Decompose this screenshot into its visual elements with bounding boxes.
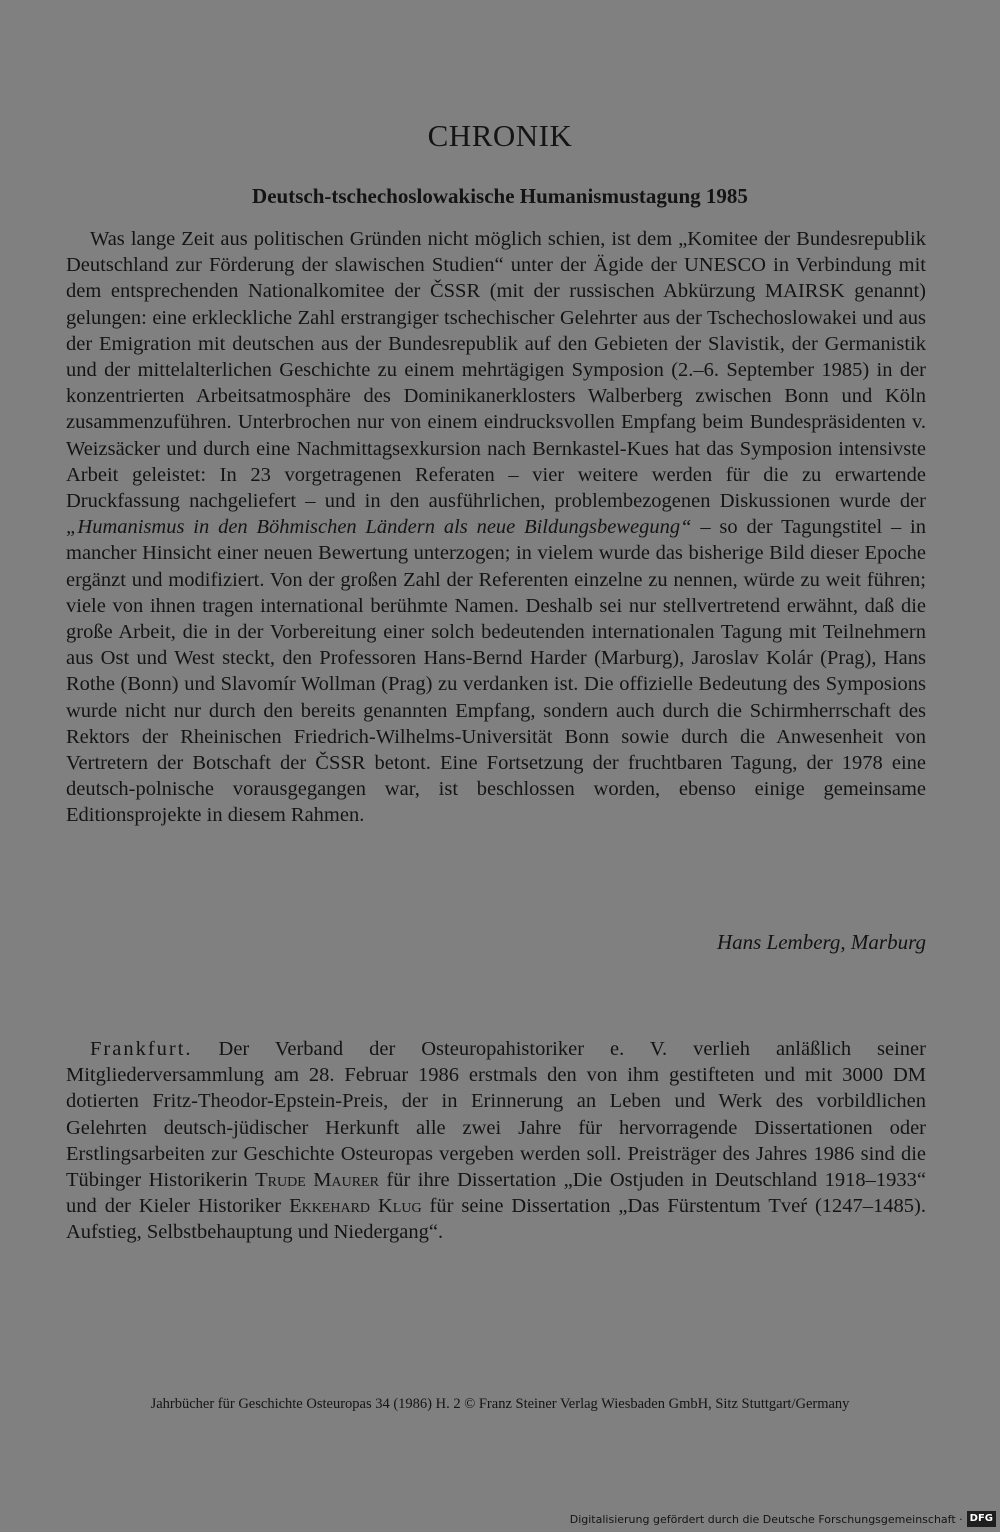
news-item — [66, 1036, 926, 1246]
article-body-text-1: Was lange Zeit aus politischen Gründen nicht möglich schien, ist dem „Komitee der Bundesrepublik Deutschland zur Förderung der slawischen Studien“ unter der Ägide der UNESCO in Verbindung mit dem entsprechenden Nationalkomitee der ČSSR (mit der russischen Abkürzung MAIRSK genannt) gelungen: eine erkleckliche Zahl erstrangiger tschechischer Gelehrter aus der Tschechoslowakei und aus der Emigration mit deutschen aus der Bundesrepublik auf den Gebieten der Slavistik, der Germanistik und der mittelalterlichen Geschichte zu einem mehrtägigen Symposion (2.–6. September 1985) in der konzentrierten Arbeitsatmosphäre des Dominikanerklosters Walberberg zwischen Bonn und Köln zusammenzuführen. Unterbrochen nur von einem eindrucksvollen Empfang beim Bundespräsidenten v. Weizsäcker und durch eine Nachmittagsexkursion nach Bernkastel-Kues hat das Symposion intensivste Arbeit geleistet: In 23 vorgetragenen Referaten – vier weitere werden für die zu erwartende Druckfassung nachgeliefert – und in den ausführlichen, problembezogenen Diskussionen wurde der — [66, 228, 926, 513]
article-body-text-2: – so der Tagungstitel – in mancher Hinsicht einer neuen Bewertung unterzogen; in vielem wurde das bisherige Bild dieser Epoche ergänzt und modifiziert. Von der großen Zahl der Referenten einzelne zu nennen, würde zu weit führen; viele von ihnen tragen international berühmte Namen. Deshalb sei nur stellvertretend erwähnt, daß die große Arbeit, die in der Vorbereitung einer solch bedeutenden internationalen Tagung mit Teilnehmern aus Ost und West steckt, den Professoren Hans-Bernd Harder (Marburg), Jaroslav Kolár (Prag), Hans Rothe (Bonn) und Slavomír Wollman (Prag) zu verdanken ist. Die offizielle Bedeutung des Symposions wurde nicht nur durch den bereits genannten Empfang, sondern auch durch die Schirmherrschaft des Rektors der Rheinischen Friedrich-Wilhelms-Universität Bonn sowie durch die Anwesenheit von Vertretern der Botschaft der ČSSR betont. Eine Fortsetzung der fruchtbaren Tagung, der 1978 eine deutsch-polnische vorausgegangen war, ist beschlossen worden, ebenso einige gemeinsame Editionsprojekte in diesem Rahmen. — [66, 516, 926, 827]
credit-text: Digitalisierung gefördert durch die Deutsche Forschungsgemeinschaft · — [569, 1512, 963, 1526]
news-text-3: für seine Dissertation „Das Fürstentum Tveŕ (1247–1485). Aufstieg, Selbstbehauptung und Niedergang“. — [66, 1195, 926, 1244]
news-text-1: Der Verband der Osteuropahistoriker e. V. verlieh anläßlich seiner Mitgliederversammlung am 28. Februar 1986 erstmals den von ihm gestifteten und mit 3000 DM dotierten Fritz-Theodor-Epstein-Preis, der in Erinnerung an Leben und Werk des vorbildlichen Gelehrten deutsch-jüdischer Herkunft alle zwei Jahre für hervorragende Dissertationen oder Erstlingsarbeiten zur Geschichte Osteuropas vergeben werden soll. Preisträger des Jahres 1986 sind die Tübinger Historikerin — [66, 1038, 926, 1192]
page-title: CHRONIK — [427, 118, 573, 153]
article-body — [66, 226, 926, 829]
author-signature: Hans Lemberg, Marburg — [716, 930, 926, 954]
news-text-2: für ihre Dissertation „Die Ostjuden in Deutschland 1918–1933“ und der Kieler Historiker — [66, 1169, 927, 1218]
article-title: Deutsch-tschechoslowakische Humanismustagung 1985 — [252, 184, 748, 208]
winner-name-2: Ekkehard Klug — [289, 1195, 422, 1218]
digitization-credit — [570, 1510, 996, 1528]
journal-footer: Jahrbücher für Geschichte Osteuropas 34 (1986) H. 2 © Franz Steiner Verlag Wiesbaden GmbH, Sitz Stuttgart/Germany — [150, 1396, 850, 1412]
dfg-logo: DFG — [967, 1511, 996, 1527]
conference-title: „Humanismus in den Böhmischen Ländern als neue Bildungsbewegung“ — [66, 516, 692, 539]
news-place: Frankfurt. — [90, 1038, 193, 1060]
winner-name-1: Trude Maurer — [255, 1169, 379, 1192]
